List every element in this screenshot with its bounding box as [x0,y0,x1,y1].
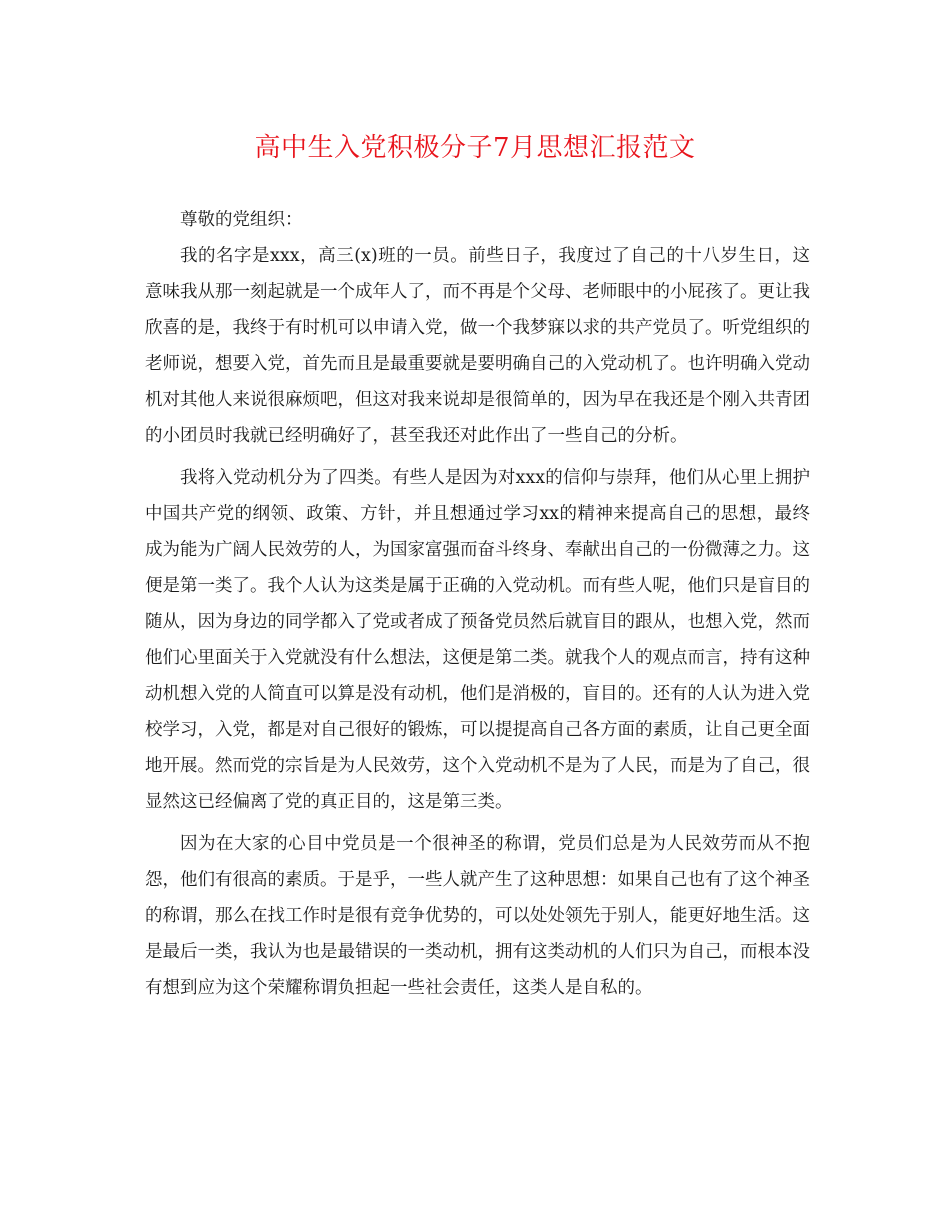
salutation: 尊敬的党组织： [180,210,303,230]
paragraph-3: 因为在大家的心目中党员是一个很神圣的称谓，党员们总是为人民效劳而从不抱怨，他们有很高的素质。于是乎，一些人就产生了这种思想：如果自己也有了这个神圣的称谓，那么在找工作时是很有竞争优势的，可以处处领先于别人，能更好地生活。这是最后一类，我认为也是最错误的一类动机，拥有这类动机的人们只为自己，而根本没有想到应为这个荣耀称谓负担起一些社会责任，这类人是自私的。 [145,834,810,998]
document-title: 高中生入党积极分子7月思想汇报范文 [254,133,696,163]
paragraph-1: 我的名字是xxx，高三(x)班的一员。前些日子，我度过了自己的十八岁生日，这意味我从那一刻起就是一个成年人了，而不再是个父母、老师眼中的小屁孩了。更让我欣喜的是，我终于有时机可以申请入党，做一个我梦寐以求的共产党员了。听党组织的老师说，想要入党，首先而且是最重要就是要明确自己的入党动机了。也许明确入党动机对其他人来说很麻烦吧，但这对我来说却是很简单的，因为早在我还是个刚入共青团的小团员时我就已经明确好了，甚至我还对此作出了一些自己的分析。 [145,246,810,446]
paragraph-2: 我将入党动机分为了四类。有些人是因为对xxx的信仰与崇拜，他们从心里上拥护中国共产党的纲领、政策、方针，并且想通过学习xx的精神来提高自己的思想，最终成为能为广阔人民效劳的人，为国家富强而奋斗终身、奉献出自己的一份微薄之力。这便是第一类了。我个人认为这类是属于正确的入党动机。而有些人呢，他们只是盲目的随从，因为身边的同学都入了党或者成了预备党员然后就盲目的跟从，也想入党，然而他们心里面关于入党就没有什么想法，这便是第二类。就我个人的观点而言，持有这种动机想入党的人简直可以算是没有动机，他们是消极的，盲目的。还有的人认为进入党校学习，入党，都是对自己很好的锻炼，可以提提高自己各方面的素质，让自己更全面地开展。然而党的宗旨是为人民效劳，这个入党动机不是为了人民，而是为了自己，很显然这已经偏离了党的真正目的，这是第三类。 [145,468,810,812]
document-body [145,202,810,1012]
